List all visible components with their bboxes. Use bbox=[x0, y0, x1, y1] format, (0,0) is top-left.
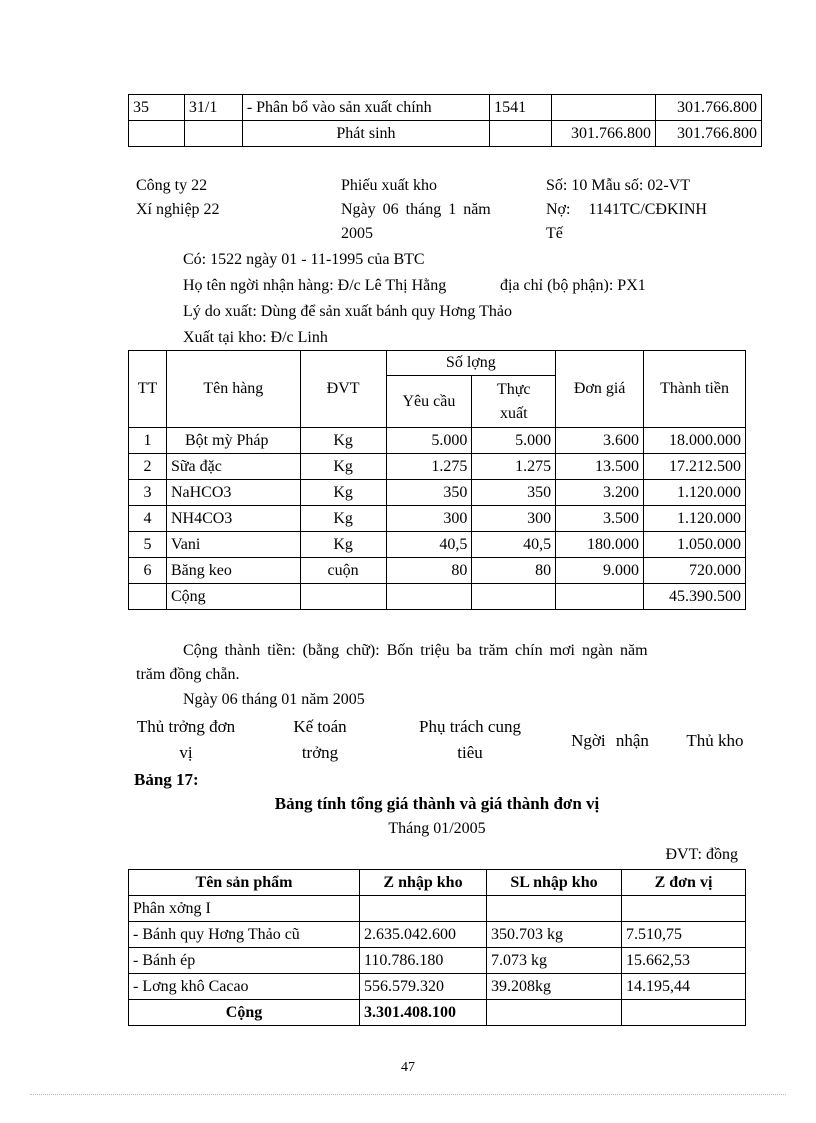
table-cell: Kg bbox=[300, 428, 386, 454]
table-cell: Vani bbox=[166, 532, 300, 558]
table-cell bbox=[472, 584, 556, 610]
table-cell: 40,5 bbox=[386, 532, 472, 558]
signature-head-line1: Thủ trởng đơn bbox=[136, 717, 236, 736]
page-number: 47 bbox=[401, 1060, 415, 1075]
table-cell: Băng keo bbox=[166, 558, 300, 584]
cost-summary-table bbox=[128, 869, 746, 1026]
table-total-row bbox=[129, 1000, 746, 1026]
table-cell: 7.510,75 bbox=[622, 922, 746, 948]
table-cell: Kg bbox=[300, 480, 386, 506]
page-divider bbox=[30, 1094, 786, 1095]
table17-title: Bảng tính tổng giá thành và giá thành đơn vị bbox=[274, 794, 600, 813]
table-cell: Phân xởng I bbox=[129, 896, 360, 922]
voucher-debit-cont: Tế bbox=[546, 225, 563, 242]
table-cell: NaHCO3 bbox=[166, 480, 300, 506]
table-row bbox=[129, 480, 746, 506]
table-cell: 6 bbox=[129, 558, 167, 584]
receiver-line: Họ tên ngời nhận hàng: Đ/c Lê Thị Hằng bbox=[183, 277, 447, 294]
table-cell: Sữa đặc bbox=[166, 454, 300, 480]
header-actual bbox=[472, 376, 556, 428]
total-value: 45.390.500 bbox=[644, 584, 746, 610]
table-cell bbox=[622, 896, 746, 922]
header-qty-in: SL nhập kho bbox=[487, 870, 622, 896]
table-cell bbox=[360, 896, 487, 922]
table-cell: 13.500 bbox=[556, 454, 644, 480]
table-cell: 1.050.000 bbox=[644, 532, 746, 558]
table-row bbox=[129, 506, 746, 532]
signature-head bbox=[118, 714, 254, 766]
table-row bbox=[129, 558, 746, 584]
table-cell bbox=[552, 95, 656, 121]
address-line: địa chỉ (bộ phận): PX1 bbox=[500, 277, 646, 294]
voucher-date: Ngày 06 tháng 1 năm bbox=[341, 201, 491, 218]
table-cell: 720.000 bbox=[644, 558, 746, 584]
table-row bbox=[129, 922, 746, 948]
header-product: Tên sản phẩm bbox=[129, 870, 360, 896]
header-amount: Thành tiền bbox=[644, 351, 746, 428]
table-cell: - Phân bổ vào sản xuất chính bbox=[242, 95, 489, 121]
table-total-row bbox=[129, 584, 746, 610]
table17-unit: ĐVT: đồng bbox=[665, 846, 738, 863]
table-cell: NH4CO3 bbox=[166, 506, 300, 532]
reason-line: Lý do xuất: Dùng để sản xuất bánh quy Hơng Thảo bbox=[183, 303, 512, 320]
table-header-row bbox=[129, 870, 746, 896]
table-cell: 2.635.042.600 bbox=[360, 922, 487, 948]
voucher-debit: Nợ: 1141TC/CĐKINH bbox=[546, 201, 707, 218]
signature-supply bbox=[400, 714, 540, 766]
table-cell: 5 bbox=[129, 532, 167, 558]
warehouse-line: Xuất tại kho: Đ/c Linh bbox=[183, 329, 328, 346]
signature-supply-line1: Phụ trách cung bbox=[419, 717, 521, 736]
table17-month: Tháng 01/2005 bbox=[388, 820, 486, 837]
company-name: Công ty 22 bbox=[136, 177, 208, 194]
total-in-words-cont: trăm đồng chẵn. bbox=[136, 666, 240, 683]
table-cell: 4 bbox=[129, 506, 167, 532]
sign-date: Ngày 06 tháng 01 năm 2005 bbox=[183, 691, 365, 708]
signature-keeper: Thủ kho bbox=[686, 731, 744, 750]
table-cell bbox=[184, 121, 242, 147]
table-cell: 350 bbox=[386, 480, 472, 506]
table-cell: - Bánh ép bbox=[129, 948, 360, 974]
table-cell: 7.073 kg bbox=[487, 948, 622, 974]
table-cell: 5.000 bbox=[386, 428, 472, 454]
signature-head-line2: vị bbox=[179, 743, 193, 762]
table-cell: 3 bbox=[129, 480, 167, 506]
header-z-unit: Z đơn vị bbox=[622, 870, 746, 896]
voucher-year: 2005 bbox=[341, 225, 373, 242]
table-cell: 301.766.800 bbox=[552, 121, 656, 147]
goods-issue-table bbox=[128, 350, 746, 610]
table-row bbox=[129, 428, 746, 454]
issue-table-body bbox=[129, 428, 746, 584]
total-label: Cộng bbox=[166, 584, 300, 610]
table-cell: Phát sinh bbox=[242, 121, 489, 147]
table-cell: 350 bbox=[472, 480, 556, 506]
signature-receiver: Ngời nhận bbox=[571, 731, 649, 750]
table-cell: 300 bbox=[386, 506, 472, 532]
cost-table-body bbox=[129, 896, 746, 1000]
header-required: Yêu cầu bbox=[386, 376, 472, 428]
table-row bbox=[129, 95, 762, 121]
voucher-credit: Có: 1522 ngày 01 - 11-1995 của BTC bbox=[183, 251, 425, 268]
table-cell: 35 bbox=[129, 95, 185, 121]
table-cell: 3.500 bbox=[556, 506, 644, 532]
table-cell: 301.766.800 bbox=[656, 95, 762, 121]
table-cell: 1.275 bbox=[472, 454, 556, 480]
table-cell: 1.275 bbox=[386, 454, 472, 480]
header-name: Tên hàng bbox=[166, 351, 300, 428]
table-cell bbox=[300, 584, 386, 610]
table-cell: 3.600 bbox=[556, 428, 644, 454]
table-cell: 14.195,44 bbox=[622, 974, 746, 1000]
table-header-row bbox=[129, 351, 746, 376]
table-row bbox=[129, 974, 746, 1000]
table-cell: - Lơng khô Cacao bbox=[129, 974, 360, 1000]
table-cell: 18.000.000 bbox=[644, 428, 746, 454]
total-value: 3.301.408.100 bbox=[360, 1000, 487, 1026]
table-cell: 80 bbox=[386, 558, 472, 584]
header-unit: ĐVT bbox=[300, 351, 386, 428]
table-cell bbox=[129, 584, 167, 610]
total-label: Cộng bbox=[129, 1000, 360, 1026]
header-actual-line2: xuất bbox=[499, 404, 528, 422]
signature-supply-line2: tiêu bbox=[457, 743, 483, 762]
table-cell bbox=[622, 1000, 746, 1026]
table-cell: 2 bbox=[129, 454, 167, 480]
table-cell: Kg bbox=[300, 532, 386, 558]
table-cell: 350.703 kg bbox=[487, 922, 622, 948]
header-actual-line1: Thực bbox=[496, 380, 531, 398]
table-cell: Kg bbox=[300, 454, 386, 480]
table-cell: 1541 bbox=[490, 95, 552, 121]
table-cell: 9.000 bbox=[556, 558, 644, 584]
table-cell: cuộn bbox=[300, 558, 386, 584]
signature-accountant-line1: Kế toán bbox=[293, 717, 347, 736]
header-price: Đơn giá bbox=[556, 351, 644, 428]
table-cell: 301.766.800 bbox=[656, 121, 762, 147]
table-cell: 1.120.000 bbox=[644, 480, 746, 506]
table-cell: 39.208kg bbox=[487, 974, 622, 1000]
table-row bbox=[129, 948, 746, 974]
table-cell bbox=[129, 121, 185, 147]
table-cell: 3.200 bbox=[556, 480, 644, 506]
table-row bbox=[129, 121, 762, 147]
table-row bbox=[129, 532, 746, 558]
table-cell: 80 bbox=[472, 558, 556, 584]
ledger-continuation-table bbox=[128, 94, 762, 147]
table-cell: 1 bbox=[129, 428, 167, 454]
table-cell bbox=[487, 1000, 622, 1026]
table-cell: 17.212.500 bbox=[644, 454, 746, 480]
total-in-words: Cộng thành tiền: (bằng chữ): Bốn triệu ba trăm chín mơi ngàn năm bbox=[183, 642, 648, 659]
table-cell: 5.000 bbox=[472, 428, 556, 454]
header-z-in: Z nhập kho bbox=[360, 870, 487, 896]
header-tt: TT bbox=[129, 351, 167, 428]
signature-accountant bbox=[270, 714, 370, 766]
table-cell bbox=[487, 896, 622, 922]
table-cell: 31/1 bbox=[184, 95, 242, 121]
table-cell: 300 bbox=[472, 506, 556, 532]
table-cell: 110.786.180 bbox=[360, 948, 487, 974]
header-quantity: Số lợng bbox=[386, 351, 556, 376]
table-cell: Bột mỳ Pháp bbox=[166, 428, 300, 454]
table-cell bbox=[386, 584, 472, 610]
table17-label: Bảng 17: bbox=[134, 770, 199, 789]
table-cell: 556.579.320 bbox=[360, 974, 487, 1000]
table-row bbox=[129, 454, 746, 480]
enterprise-name: Xí nghiệp 22 bbox=[136, 201, 220, 218]
table-cell: Kg bbox=[300, 506, 386, 532]
table-cell bbox=[490, 121, 552, 147]
table-cell bbox=[556, 584, 644, 610]
table-cell: 15.662,53 bbox=[622, 948, 746, 974]
voucher-title: Phiếu xuất kho bbox=[341, 177, 437, 194]
table-cell: 180.000 bbox=[556, 532, 644, 558]
table-cell: 40,5 bbox=[472, 532, 556, 558]
table-cell: - Bánh quy Hơng Thảo cũ bbox=[129, 922, 360, 948]
voucher-number: Số: 10 Mẫu số: 02-VT bbox=[546, 177, 690, 194]
table-cell: 1.120.000 bbox=[644, 506, 746, 532]
signature-accountant-line2: trởng bbox=[301, 743, 339, 762]
table-row bbox=[129, 896, 746, 922]
